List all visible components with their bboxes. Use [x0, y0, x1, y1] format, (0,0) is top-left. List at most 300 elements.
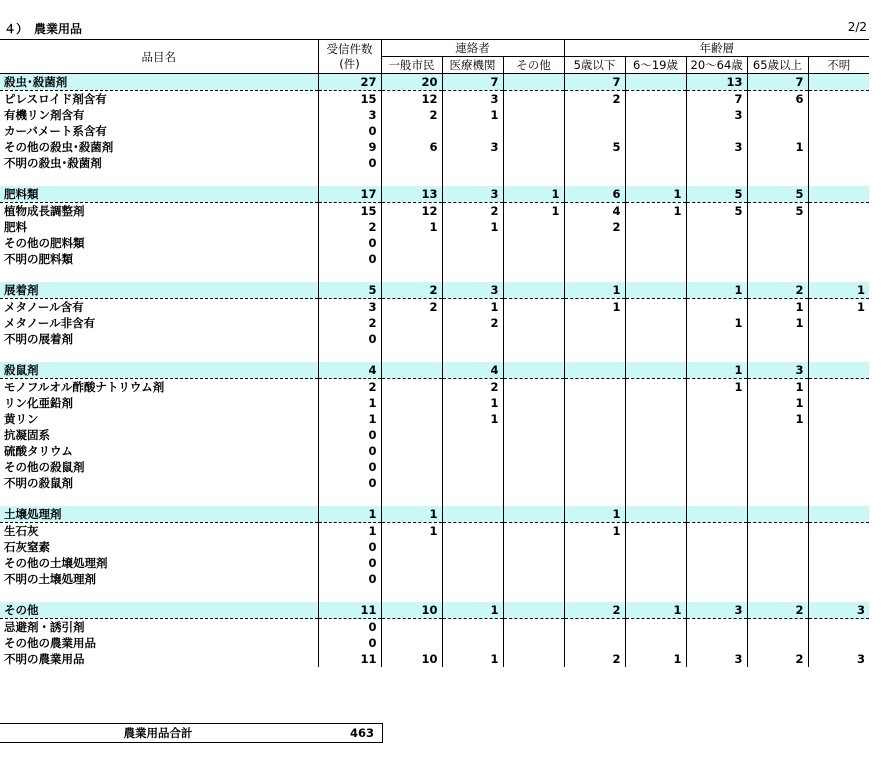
table-row: [0, 91, 869, 108]
cell-value: [503, 155, 564, 171]
cell-value: 2: [318, 219, 381, 235]
cell-value: [564, 539, 625, 555]
cell-value: 27: [318, 74, 381, 91]
cell-value: [503, 219, 564, 235]
cell-value: 3: [442, 91, 503, 108]
row-name: モノフルオル酢酸ナトリウム剤: [4, 380, 165, 394]
cell-value: 5: [686, 203, 747, 220]
cell-value: [503, 91, 564, 108]
cell-value: 15: [318, 91, 381, 108]
cell-value: [625, 235, 686, 251]
cell-value: [381, 411, 442, 427]
table-row: [0, 155, 869, 171]
cell-value: 1: [747, 411, 808, 427]
cell-value: [564, 251, 625, 267]
cell-value: 3: [442, 282, 503, 299]
cell-value: [625, 74, 686, 91]
cell-value: [686, 331, 747, 347]
cell-value: 0: [318, 459, 381, 475]
cell-value: 4: [442, 362, 503, 379]
table-row: [0, 427, 869, 443]
cell-value: [625, 635, 686, 651]
cell-value: [625, 282, 686, 299]
cell-value: [808, 539, 869, 555]
page-number: 2/2: [847, 20, 867, 34]
cell-value: [381, 123, 442, 139]
cell-value: [686, 123, 747, 139]
cell-value: 1: [503, 203, 564, 220]
cell-value: [503, 619, 564, 636]
col-header-count-line2: (件): [339, 56, 360, 71]
row-name: その他の土壌処理剤: [4, 556, 108, 570]
cell-value: [442, 635, 503, 651]
category-row: [0, 282, 869, 299]
cell-value: [686, 395, 747, 411]
cell-value: [564, 107, 625, 123]
cell-value: [442, 539, 503, 555]
cell-value: [503, 506, 564, 523]
category-row: [0, 186, 869, 203]
cell-value: 17: [318, 186, 381, 203]
cell-value: 1: [625, 203, 686, 220]
cell-value: 2: [747, 651, 808, 667]
category-row: [0, 602, 869, 619]
cell-value: [564, 459, 625, 475]
cell-value: [808, 91, 869, 108]
cell-value: [625, 123, 686, 139]
cell-value: [564, 155, 625, 171]
cell-value: [808, 395, 869, 411]
cell-value: [503, 315, 564, 331]
table-row: [0, 219, 869, 235]
cell-value: [381, 362, 442, 379]
cell-value: [564, 235, 625, 251]
cell-value: [625, 379, 686, 396]
cell-value: [747, 155, 808, 171]
cell-value: [442, 571, 503, 587]
row-name: 不明の農業用品: [4, 652, 85, 666]
cell-value: [381, 571, 442, 587]
cell-value: [808, 443, 869, 459]
cell-value: [381, 459, 442, 475]
cell-value: [808, 555, 869, 571]
table-row: [0, 331, 869, 347]
cell-value: 3: [442, 186, 503, 203]
cell-value: 5: [747, 186, 808, 203]
col-header-age-4: 不明: [808, 57, 869, 74]
cell-value: 0: [318, 155, 381, 171]
cell-value: [686, 155, 747, 171]
cell-value: [381, 443, 442, 459]
cell-value: [564, 443, 625, 459]
cell-value: [808, 523, 869, 540]
cell-value: [381, 539, 442, 555]
cell-value: 1: [747, 395, 808, 411]
cell-value: [503, 395, 564, 411]
cell-value: 2: [564, 651, 625, 667]
cell-value: [747, 219, 808, 235]
cell-value: 1: [442, 411, 503, 427]
row-name: その他: [0, 602, 318, 619]
cell-value: [686, 411, 747, 427]
table-row: [0, 123, 869, 139]
cell-value: [808, 362, 869, 379]
cell-value: 3: [442, 139, 503, 155]
cell-value: 6: [564, 186, 625, 203]
cell-value: [686, 219, 747, 235]
cell-value: [686, 235, 747, 251]
cell-value: [381, 635, 442, 651]
cell-value: 0: [318, 635, 381, 651]
cell-value: 1: [686, 282, 747, 299]
cell-value: [747, 619, 808, 636]
cell-value: [564, 123, 625, 139]
cell-value: [381, 315, 442, 331]
cell-value: [503, 443, 564, 459]
cell-value: [625, 155, 686, 171]
cell-value: [686, 571, 747, 587]
row-name: 展着剤: [0, 282, 318, 299]
col-header-contact-1: 医療機関: [442, 57, 503, 74]
cell-value: 3: [808, 651, 869, 667]
cell-value: [808, 475, 869, 491]
row-name: 硫酸タリウム: [4, 444, 73, 458]
cell-value: 1: [442, 107, 503, 123]
cell-value: [747, 571, 808, 587]
cell-value: 1: [747, 379, 808, 396]
cell-value: 1: [808, 282, 869, 299]
cell-value: [625, 427, 686, 443]
col-header-contact-group: 連絡者: [381, 40, 564, 57]
cell-value: [808, 411, 869, 427]
cell-value: [686, 635, 747, 651]
cell-value: [747, 523, 808, 540]
cell-value: 0: [318, 123, 381, 139]
cell-value: [381, 379, 442, 396]
cell-value: [381, 619, 442, 636]
cell-value: [747, 427, 808, 443]
row-name: 殺鼠剤: [0, 362, 318, 379]
col-header-count-line1: 受信件数: [326, 41, 373, 56]
cell-value: [442, 555, 503, 571]
cell-value: [503, 651, 564, 667]
cell-value: 1: [318, 411, 381, 427]
cell-value: [808, 107, 869, 123]
total-label: 農業用品合計: [0, 724, 316, 743]
col-header-name: 品目名: [0, 40, 318, 74]
spacer-row: [0, 267, 869, 282]
cell-value: 0: [318, 331, 381, 347]
cell-value: [503, 235, 564, 251]
cell-value: [747, 235, 808, 251]
cell-value: [625, 107, 686, 123]
cell-value: [503, 555, 564, 571]
col-header-age-3: 65歳以上: [747, 57, 808, 74]
table-row: [0, 139, 869, 155]
cell-value: 1: [318, 395, 381, 411]
row-name: 抗凝固系: [4, 428, 50, 442]
cell-value: 3: [318, 299, 381, 316]
cell-value: [442, 475, 503, 491]
cell-value: [686, 459, 747, 475]
row-name: その他の殺虫･殺菌剤: [4, 140, 114, 154]
cell-value: [503, 459, 564, 475]
cell-value: [503, 139, 564, 155]
cell-value: 5: [564, 139, 625, 155]
cell-value: [625, 443, 686, 459]
cell-value: [747, 539, 808, 555]
cell-value: 10: [381, 651, 442, 667]
row-name: 生石灰: [4, 524, 39, 538]
cell-value: [808, 379, 869, 396]
cell-value: [503, 411, 564, 427]
cell-value: [808, 619, 869, 636]
cell-value: [808, 123, 869, 139]
cell-value: 1: [564, 506, 625, 523]
row-name: 不明の殺虫･殺菌剤: [4, 156, 102, 170]
col-header-age-0: 5歳以下: [564, 57, 625, 74]
cell-value: [625, 571, 686, 587]
cell-value: 1: [625, 651, 686, 667]
table-row: [0, 635, 869, 651]
table-row: [0, 395, 869, 411]
cell-value: [625, 362, 686, 379]
cell-value: 11: [318, 602, 381, 619]
cell-value: [381, 555, 442, 571]
table-row: [0, 555, 869, 571]
cell-value: 3: [747, 362, 808, 379]
table-row: [0, 443, 869, 459]
cell-value: 2: [442, 379, 503, 396]
cell-value: 11: [318, 651, 381, 667]
category-row: [0, 506, 869, 523]
cell-value: [503, 282, 564, 299]
cell-value: [808, 506, 869, 523]
cell-value: [503, 74, 564, 91]
cell-value: [747, 123, 808, 139]
spacer-row: [0, 491, 869, 506]
col-header-contact-0: 一般市民: [381, 57, 442, 74]
cell-value: 0: [318, 475, 381, 491]
cell-value: 1: [747, 139, 808, 155]
cell-value: 1: [686, 362, 747, 379]
cell-value: [503, 362, 564, 379]
section-title: ４） 農業用品: [4, 22, 83, 36]
row-name: メタノール含有: [4, 300, 84, 314]
cell-value: [808, 635, 869, 651]
cell-value: [503, 539, 564, 555]
agricultural-products-table: [0, 40, 869, 667]
cell-value: [625, 299, 686, 316]
cell-value: [686, 506, 747, 523]
cell-value: 2: [564, 219, 625, 235]
cell-value: 13: [686, 74, 747, 91]
row-name: 土壌処理剤: [0, 506, 318, 523]
cell-value: [808, 427, 869, 443]
cell-value: [564, 331, 625, 347]
cell-value: 3: [686, 107, 747, 123]
cell-value: 3: [808, 602, 869, 619]
cell-value: [503, 571, 564, 587]
cell-value: [381, 331, 442, 347]
cell-value: 7: [442, 74, 503, 91]
cell-value: 3: [686, 139, 747, 155]
cell-value: 7: [686, 91, 747, 108]
cell-value: [625, 475, 686, 491]
cell-value: 7: [747, 74, 808, 91]
category-row: [0, 74, 869, 91]
cell-value: [686, 251, 747, 267]
cell-value: [808, 571, 869, 587]
cell-value: 13: [381, 186, 442, 203]
cell-value: 1: [808, 299, 869, 316]
table-row: [0, 107, 869, 123]
cell-value: [503, 299, 564, 316]
cell-value: [442, 427, 503, 443]
cell-value: [686, 619, 747, 636]
cell-value: 1: [686, 315, 747, 331]
cell-value: 1: [747, 299, 808, 316]
row-name: カーバメート系含有: [4, 124, 107, 138]
cell-value: [808, 219, 869, 235]
col-header-age-2: 20～64歳: [686, 57, 747, 74]
cell-value: [564, 635, 625, 651]
cell-value: [625, 219, 686, 235]
cell-value: 4: [564, 203, 625, 220]
cell-value: [625, 506, 686, 523]
cell-value: 2: [564, 602, 625, 619]
cell-value: [747, 331, 808, 347]
cell-value: 1: [564, 299, 625, 316]
cell-value: [564, 427, 625, 443]
cell-value: [442, 251, 503, 267]
row-name: その他の殺鼠剤: [4, 460, 85, 474]
cell-value: [442, 619, 503, 636]
cell-value: [747, 107, 808, 123]
cell-value: [381, 251, 442, 267]
cell-value: 2: [747, 602, 808, 619]
cell-value: [747, 459, 808, 475]
cell-value: 9: [318, 139, 381, 155]
cell-value: [686, 443, 747, 459]
cell-value: 1: [381, 219, 442, 235]
cell-value: [747, 555, 808, 571]
cell-value: 1: [442, 219, 503, 235]
cell-value: 1: [381, 506, 442, 523]
cell-value: 1: [442, 395, 503, 411]
cell-value: [686, 427, 747, 443]
table-row: [0, 539, 869, 555]
cell-value: [503, 602, 564, 619]
cell-value: [625, 331, 686, 347]
cell-value: [564, 315, 625, 331]
row-name: 肥料: [4, 220, 27, 234]
cell-value: [564, 475, 625, 491]
cell-value: 3: [686, 651, 747, 667]
cell-value: 0: [318, 251, 381, 267]
cell-value: [625, 459, 686, 475]
cell-value: [442, 506, 503, 523]
cell-value: [503, 523, 564, 540]
cell-value: [381, 155, 442, 171]
cell-value: 2: [381, 107, 442, 123]
cell-value: 1: [442, 299, 503, 316]
cell-value: 1: [318, 523, 381, 540]
cell-value: [808, 155, 869, 171]
cell-value: [625, 411, 686, 427]
cell-value: [808, 235, 869, 251]
row-name: 殺虫･殺菌剤: [0, 74, 318, 91]
col-header-contact-2: その他: [503, 57, 564, 74]
cell-value: [808, 251, 869, 267]
cell-value: 4: [318, 362, 381, 379]
cell-value: [747, 443, 808, 459]
cell-value: 1: [503, 186, 564, 203]
row-name: 石灰窒素: [4, 540, 50, 554]
spacer-row: [0, 171, 869, 186]
cell-value: [625, 523, 686, 540]
cell-value: [808, 186, 869, 203]
cell-value: [625, 315, 686, 331]
table-row: [0, 235, 869, 251]
cell-value: 0: [318, 235, 381, 251]
cell-value: [503, 251, 564, 267]
row-name: メタノール非含有: [4, 316, 96, 330]
cell-value: [503, 635, 564, 651]
cell-value: 15: [318, 203, 381, 220]
cell-value: [564, 619, 625, 636]
row-name: 不明の殺鼠剤: [4, 476, 73, 490]
row-name: 植物成長調整剤: [4, 204, 85, 218]
cell-value: [625, 395, 686, 411]
cell-value: [503, 107, 564, 123]
cell-value: 2: [747, 282, 808, 299]
cell-value: [686, 475, 747, 491]
cell-value: [442, 459, 503, 475]
cell-value: [747, 635, 808, 651]
cell-value: [625, 619, 686, 636]
col-header-count: [318, 40, 381, 74]
cell-value: [747, 475, 808, 491]
cell-value: [564, 362, 625, 379]
cell-value: 20: [381, 74, 442, 91]
cell-value: 1: [442, 602, 503, 619]
row-name: その他の肥料類: [4, 236, 85, 250]
cell-value: 12: [381, 203, 442, 220]
cell-value: [564, 395, 625, 411]
cell-value: 2: [381, 299, 442, 316]
cell-value: [564, 411, 625, 427]
cell-value: [442, 235, 503, 251]
table-row: [0, 523, 869, 540]
cell-value: 0: [318, 571, 381, 587]
cell-value: [808, 203, 869, 220]
cell-value: 6: [747, 91, 808, 108]
cell-value: [442, 331, 503, 347]
cell-value: [503, 331, 564, 347]
total-box: [0, 723, 383, 743]
cell-value: 2: [442, 315, 503, 331]
cell-value: 1: [625, 186, 686, 203]
row-name: 不明の土壌処理剤: [4, 572, 96, 586]
cell-value: [381, 395, 442, 411]
table-row: [0, 619, 869, 636]
table-row: [0, 459, 869, 475]
cell-value: [442, 523, 503, 540]
table-row: [0, 411, 869, 427]
cell-value: [625, 139, 686, 155]
cell-value: [686, 299, 747, 316]
